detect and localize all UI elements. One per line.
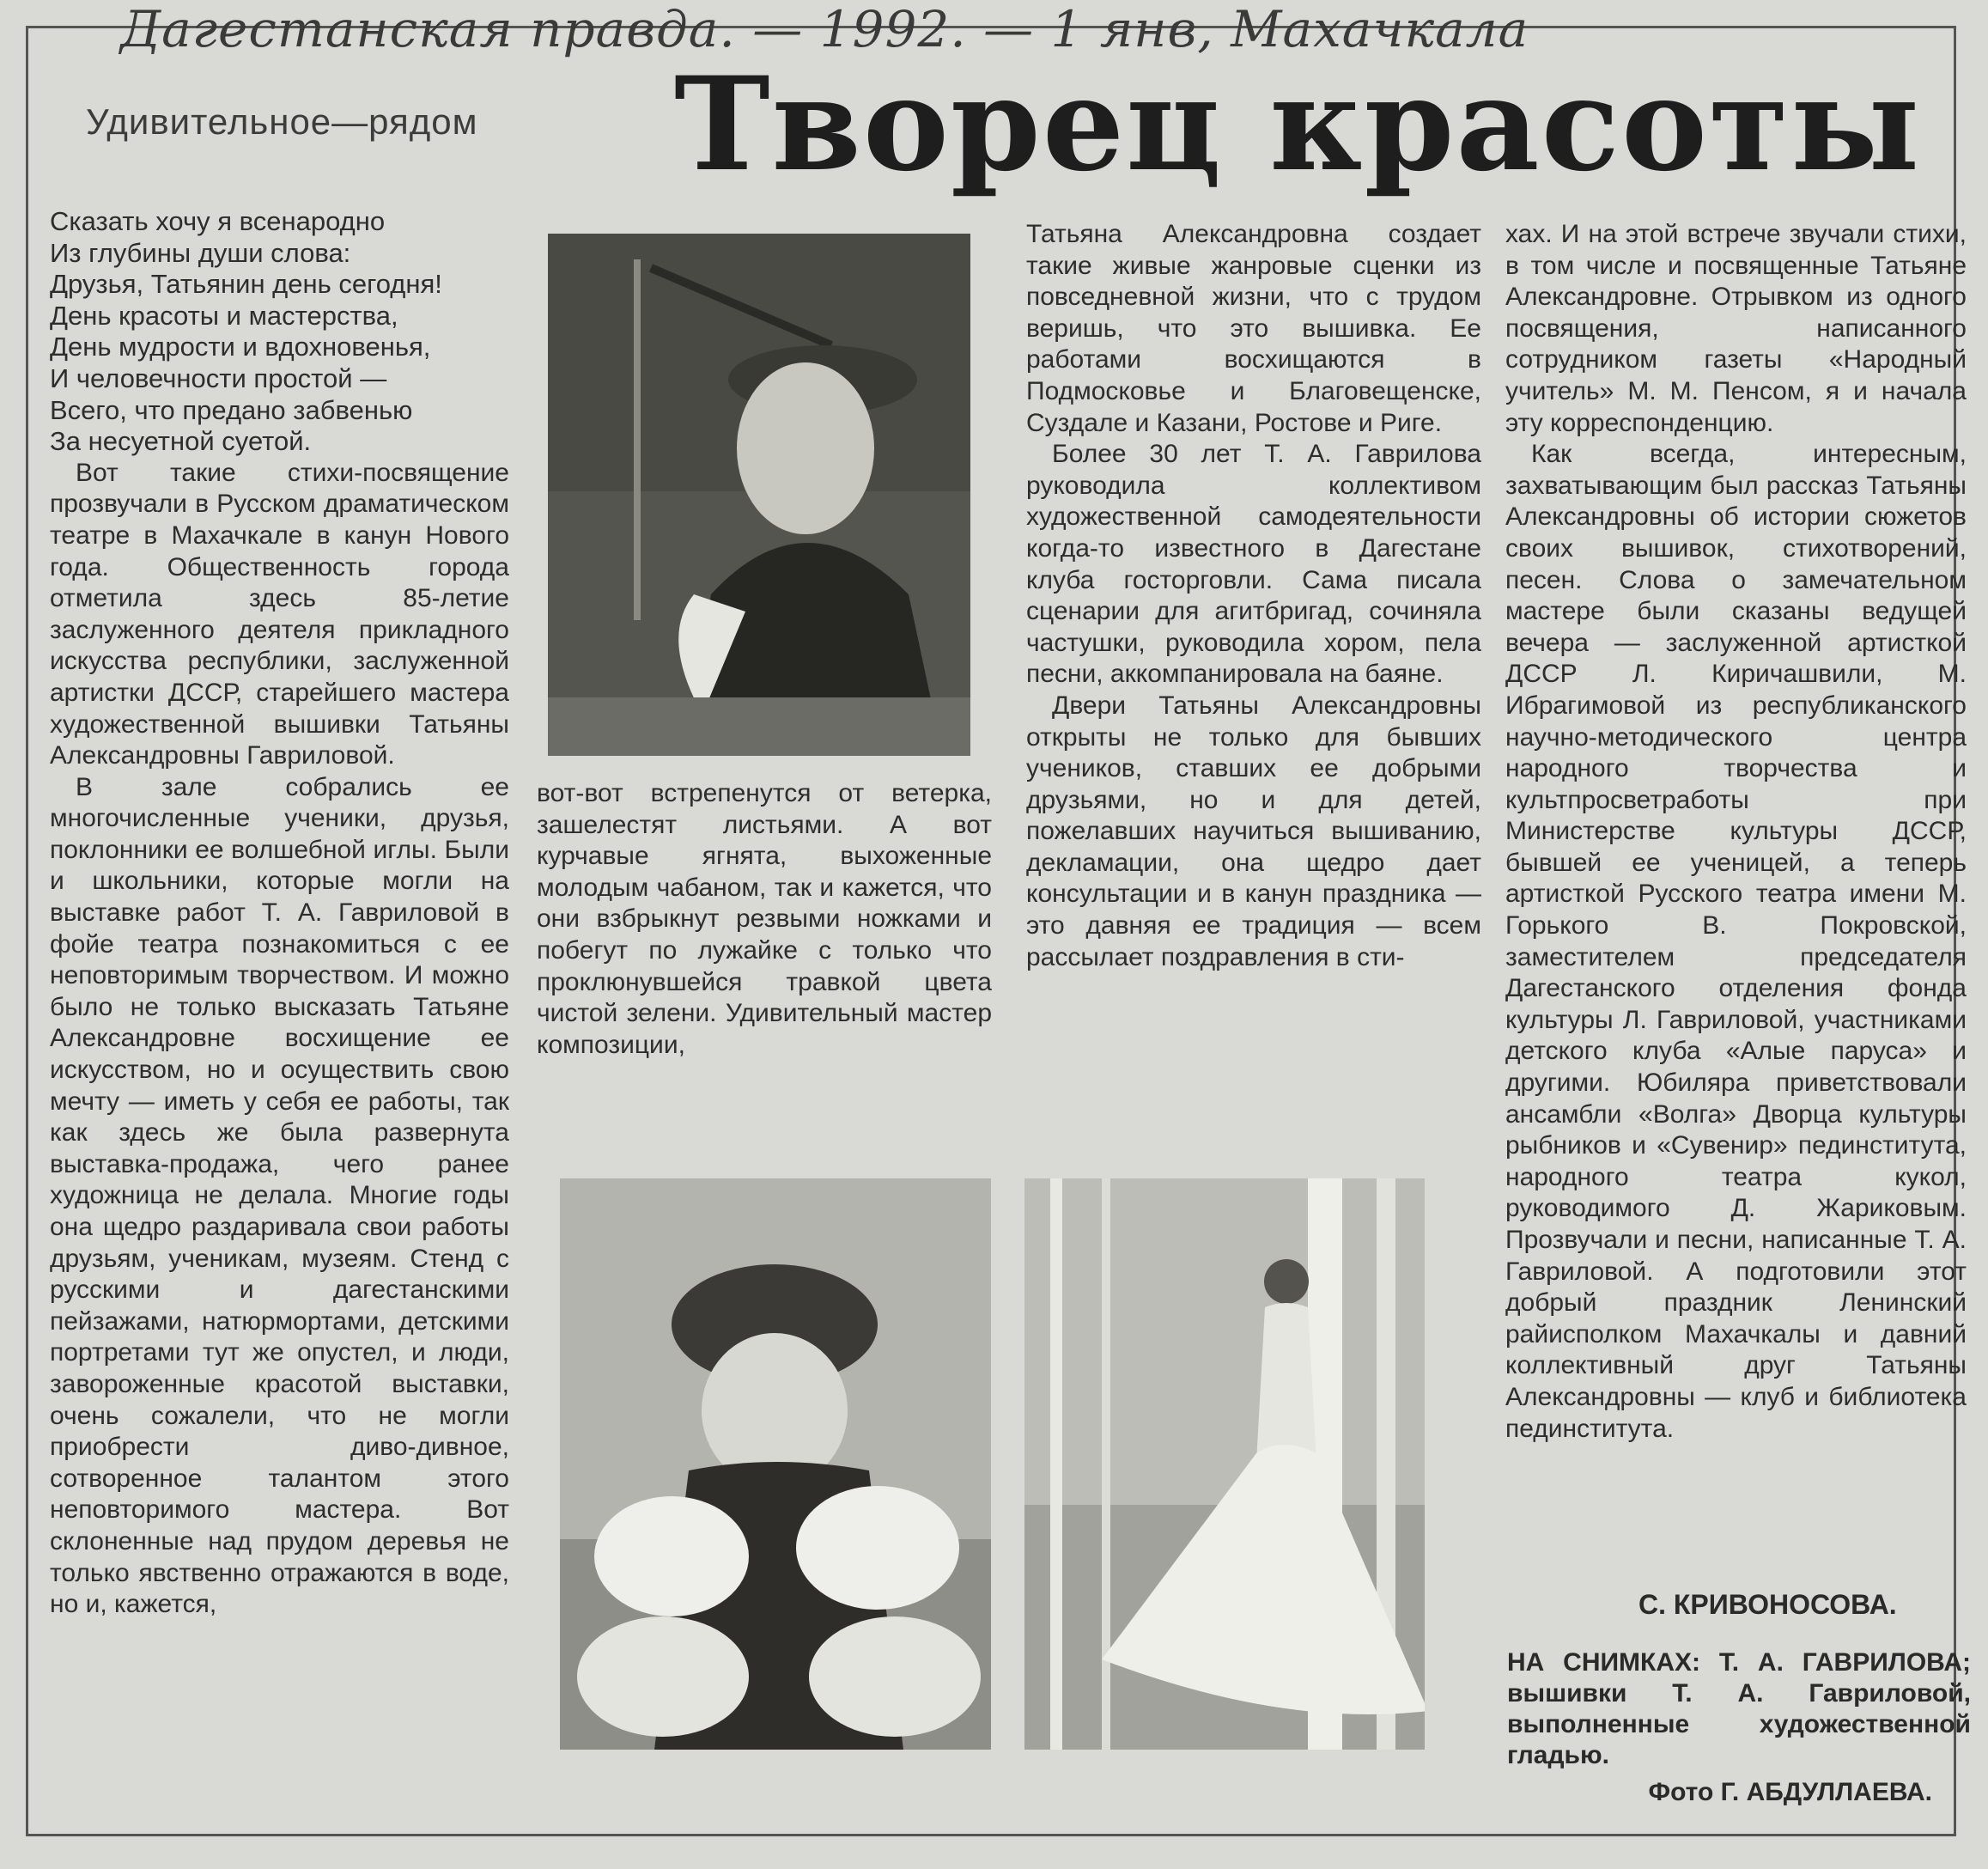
article-column-1 [50,206,509,1821]
paragraph: Татьяна Александровна создает такие живые жанровые сценки из повседневной жизни, что с трудом веришь, что это вышивка. Ее работами восхищаются в Подмосковье и Благовещенске, Суздале и Казани, Ростове и Риге. [1026,220,1481,437]
paragraph: Как всегда, интересным, захватывающим был рассказ Татьяны Александровны об истории сюжетов своих вышивок, стихотворений, песен. Слова о замечательном мастере были сказаны ведущей вечера — заслуженной артисткой ДССР Л. Киричашвили, М. Ибрагимовой из республиканского научно-методического центра народного творчества и культпросветработы при Министерстве культуры ДССР, бывшей ее ученицей, а теперь артисткой Русского театра имени М. Горького В. Покровской, заместителем председателя Дагестанского отделения фонда культуры Л. Гавриловой, участниками детского клуба «Алые паруса» и другими. Юбиляра приветствовали ансамбли «Волга» Дворца культуры рыбников и «Сувенир» пединститута, народного театра кукол, руководимого Д. Жариковым. Прозвучали и песни, написанные Т. А. Гавриловой. А подготовили этот добрый праздник Ленинский райисполком Махачкалы и давний коллективный друг Татьяны Александровны — клуб и библиотека пединститута. [1505,440,1967,1443]
photo-caption: НА СНИМКАХ: Т. А. ГАВРИЛОВА; вышивки Т. А. Гавриловой, выполненные художественной гладью. [1507,1648,1971,1769]
author-signature: С. КРИВОНОСОВА. [1638,1589,1897,1620]
photo-credit: Фото Г. АБДУЛЛАЕВА. [1648,1778,1932,1806]
portrait-photo [548,234,970,756]
article-column-3 [1026,219,1481,1099]
dedication-poem: Сказать хочу я всенародно Из глубины души слова: Друзья, Татьянин день сегодня! День красоты и мастерства, День мудрости и вдохновенья, И человечности простой — Всего, что предано забвенью За несуетной суетой. [50,206,442,457]
article-column-2 [537,778,992,1096]
paragraph: Вот такие стихи-посвящение прозвучали в Русском драматическом театре в Махачкале в канун Нового года. Общественность города отметила здесь 85-летие заслуженного деятеля прикладного искусства республики, заслуженной артистки ДССР, старейшего мастера художественной вышивки Татьяны Александровны Гавриловой. [50,458,509,770]
rubric: Удивительное—рядом [86,101,478,142]
paragraph: хах. И на этой встрече звучали стихи, в том числе и посвященные Татьяне Александровне. Отрывком из одного посвящения, написанного сотрудником газеты «Народный учитель» М. М. Пенсом, я и начала эту корреспонденцию. [1505,220,1967,437]
paragraph: Более 30 лет Т. А. Гаврилова руководила коллективом художественной самодеятельности когда-то известного в Дагестане клуба госторговли. Сама писала сценарии для агитбригад, сочиняла частушки, руководила хором, пела песни, аккомпанировала на баяне. [1026,440,1481,689]
paragraph: В зале собрались ее многочисленные ученики, друзья, поклонники ее волшебной иглы. Были и школьники, которые могли на выставке работ Т. А. Гавриловой в фойе театра познакомиться с ее неповторимым творчеством. И можно было не только высказать Татьяне Александровне восхищение ее искусством, но и осуществить свою мечту — иметь у себя ее работы, так как здесь же была развернута выставка-продажа, чего ранее художница не делала. Многие годы она щедро раздаривала свои работы друзьям, ученикам, музеям. Стенд с русскими и дагестанскими пейзажами, натюрмортами, детскими портретами тут же опустел, и люди, завороженные красотой выставки, очень сожалели, что не могли приобрести диво-дивное, сотворенное талантом этого неповторимого мастера. Вот склоненные над прудом деревья не только явственно отражаются в воде, но и, кажется, [50,772,509,1619]
paragraph: Двери Татьяны Александровны открыты не только для бывших учеников, ставших ее добрыми друзьями, но и для детей, пожелавших научиться вышиванию, декламации, она щедро дает консультации и в канун праздника — это давняя ее традиция — всем рассылает поздравления в сти- [1026,691,1481,971]
handwritten-note: Дагестанская правда. — 1992. — 1 янв, Махачкала [120,0,1529,58]
embroidery-lambs-photo [560,1178,991,1750]
headline: Творец красоты [674,49,1922,200]
article-column-4 [1505,219,1967,1593]
paragraph: вот-вот встрепенутся от ветерка, зашелестят листьями. А вот курчавые ягнята, выхоженные молодым чабаном, так и кажется, что они взбрыкнут резвыми ножками и побегут по лужайке с только что проклюнувшейся травкой цвета чистой зелени. Удивительный мастер композиции, [537,779,992,1059]
embroidery-birches-photo [1024,1178,1425,1750]
